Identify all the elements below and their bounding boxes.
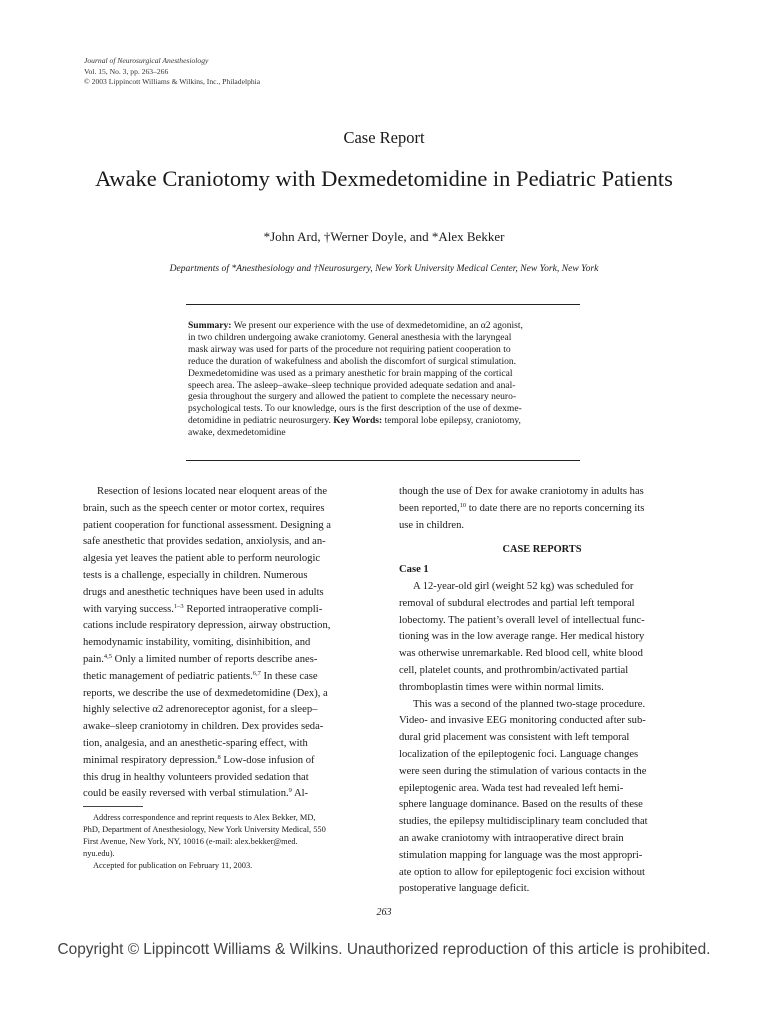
section-label: Case Report	[343, 128, 425, 147]
abstract-line: detomidine in pediatric neurosurgery.	[188, 415, 334, 427]
body-line: Resection of lesions located near eloquent areas of the	[97, 486, 328, 497]
body-line: sphere language dominance. Based on the results of these	[399, 799, 643, 811]
footnote-line: nyu.edu).	[83, 848, 115, 858]
citation-ref: 9	[288, 787, 292, 795]
footnote	[83, 812, 373, 872]
body-line: pain.	[83, 653, 104, 665]
page-number: 263	[376, 907, 392, 918]
keywords-label: Key Words:	[333, 415, 383, 427]
abstract-line: temporal lobe epilepsy, craniotomy,	[382, 415, 521, 427]
abstract-line: gesia throughout the surgery and allowed the patient to complete the necessary neuro-	[188, 391, 517, 403]
body-line: tests is a challenge, especially in children. Numerous	[83, 569, 308, 581]
body-line: cell, platelet counts, and prothrombin/activated partial	[399, 664, 629, 676]
body-line: an awake craniotomy with intraoperative direct brain	[399, 832, 624, 844]
body-line: thromboplastin times were within normal limits.	[399, 681, 604, 693]
summary-label: Summary:	[188, 320, 232, 331]
body-line: to date there are no reports concerning its	[466, 502, 645, 514]
journal-copyright: © 2003 Lippincott Williams & Wilkins, Inc., Philadelphia	[84, 77, 261, 86]
journal-info	[84, 56, 260, 88]
footnote-line: PhD, Department of Anesthesiology, New York University Medical, 550	[83, 824, 326, 834]
body-line: drugs and anesthetic techniques have been used in adults	[83, 586, 324, 598]
abstract-line: awake, dexmedetomidine	[188, 427, 286, 439]
body-line: Al-	[291, 788, 309, 800]
body-line: reports, we describe the use of dexmedetomidine (Dex), a	[83, 687, 328, 699]
abstract-line: Dexmedetomidine was used as a primary anesthetic for brain mapping of the cortical	[188, 367, 513, 379]
footnote-line: First Avenue, New York, NY, 10016 (e-mail: alex.bekker@med.	[83, 836, 298, 846]
body-line: brain, such as the speech center or motor cortex, requires	[83, 502, 325, 514]
article-title: Awake Craniotomy with Dexmedetomidine in Pediatric Patients	[95, 166, 673, 191]
body-line: were seen during the stimulation of various contacts in the	[399, 765, 647, 777]
abstract-line: We present our experience with the use of dexmedetomidine, an α2 agonist,	[231, 320, 523, 331]
journal-name: Journal of Neurosurgical Anesthesiology	[84, 56, 209, 65]
body-line: highly selective α2 adrenoreceptor agonist, for a sleep–	[83, 704, 318, 716]
copyright-banner: Copyright © Lippincott Williams & Wilkins. Unauthorized reproduction of this article is prohibited.	[57, 941, 711, 958]
body-line: use in children.	[399, 519, 465, 531]
body-line: Only a limited number of reports describe anes-	[112, 653, 318, 665]
footnote-line: Address correspondence and reprint requests to Alex Bekker, MD,	[93, 813, 316, 822]
body-line: localization of the epileptogenic foci. Language changes	[399, 748, 639, 760]
body-line: though the use of Dex for awake craniotomy in adults has	[399, 486, 644, 497]
body-line: epileptogenic area. Wada test had revealed left hemi-	[399, 782, 624, 794]
body-line: hemodynamic instability, vomiting, disinhibition, and	[83, 637, 311, 649]
body-line: tion, analgesia, and an anesthetic-sparing effect, with	[83, 737, 308, 749]
abstract-line: in two children undergoing awake craniotomy. General anesthesia with the laryngeal	[188, 331, 512, 343]
body-line: safe anesthetic that provides sedation, anxiolysis, and an-	[83, 536, 326, 548]
body-line: studies, the epilepsy multidisciplinary team concluded that	[399, 816, 648, 828]
abstract-line: reduce the duration of wakefulness and abolish the discomfort of surgical stimulation.	[188, 355, 517, 367]
abstract-line: psychological tests. To our knowledge, ours is the first description of the use of dexme-	[188, 403, 522, 415]
body-line: Low-dose infusion of	[220, 754, 315, 766]
left-column	[83, 484, 369, 803]
body-line: awake–sleep craniotomy in children. Dex provides seda-	[83, 721, 324, 733]
abstract-top-rule	[186, 304, 580, 305]
body-line: was otherwise unremarkable. Red blood cell, white blood	[399, 648, 643, 660]
footnote-line: Accepted for publication on February 11, 2003.	[93, 860, 253, 870]
citation-ref: 4,5	[103, 652, 113, 660]
body-line: ate option to allow for epileptogenic foci excision without	[399, 866, 645, 878]
body-line: removal of subdural electrodes and partial left temporal	[399, 597, 635, 609]
right-column	[399, 484, 685, 898]
abstract-line: mask airway was used for parts of the procedure not requiring patient cooperation to	[188, 343, 511, 355]
body-line: Reported intraoperative compli-	[183, 603, 323, 615]
body-line: This was a second of the planned two-stage procedure.	[413, 698, 646, 710]
body-line: algesia yet leaves the patient able to perform neurologic	[83, 553, 321, 565]
body-line: In these case	[260, 670, 318, 682]
body-line: postoperative language deficit.	[399, 883, 530, 895]
body-line: tioning was in the low average range. Her medical history	[399, 631, 645, 643]
body-line: Video- and invasive EEG monitoring conducted after sub-	[399, 715, 646, 727]
citation-ref: 6,7	[252, 669, 261, 677]
body-line: dural grid placement was consistent with left temporal	[399, 732, 630, 744]
abstract	[188, 320, 578, 439]
abstract-bottom-rule	[186, 460, 580, 461]
body-line: patient cooperation for functional assessment. Designing a	[83, 519, 332, 531]
journal-volume: Vol. 15, No. 3, pp. 263–266	[84, 66, 169, 76]
citation-ref: 8	[217, 753, 221, 761]
citation-ref: 10	[459, 501, 467, 509]
affiliation: Departments of *Anesthesiology and †Neurosurgery, New York University Medical Center, New York, New York	[169, 263, 599, 274]
abstract-line: speech area. The asleep–awake–sleep technique provided adequate sedation and anal-	[188, 379, 516, 391]
body-line: cations include respiratory depression, airway obstruction,	[83, 620, 331, 632]
author-list: *John Ard, †Werner Doyle, and *Alex Bekker	[263, 229, 505, 244]
section-heading: CASE REPORTS	[502, 544, 582, 556]
body-line: been reported,	[399, 502, 460, 514]
body-line: with varying success.	[83, 603, 174, 615]
body-line: could be easily reversed with verbal stimulation.	[83, 788, 289, 800]
citation-ref: 1–3	[173, 602, 184, 610]
body-line: minimal respiratory depression.	[83, 754, 218, 766]
body-line: thetic management of pediatric patients.	[83, 670, 253, 682]
body-line: lobectomy. The patient’s overall level of intellectual func-	[399, 614, 645, 626]
case-heading: Case 1	[399, 564, 429, 576]
footnote-rule	[83, 806, 143, 807]
body-line: this drug in healthy volunteers provided sedation that	[83, 771, 309, 783]
body-line: A 12-year-old girl (weight 52 kg) was scheduled for	[413, 580, 634, 592]
body-line: stimulation mapping for language was the most appropri-	[399, 849, 643, 861]
